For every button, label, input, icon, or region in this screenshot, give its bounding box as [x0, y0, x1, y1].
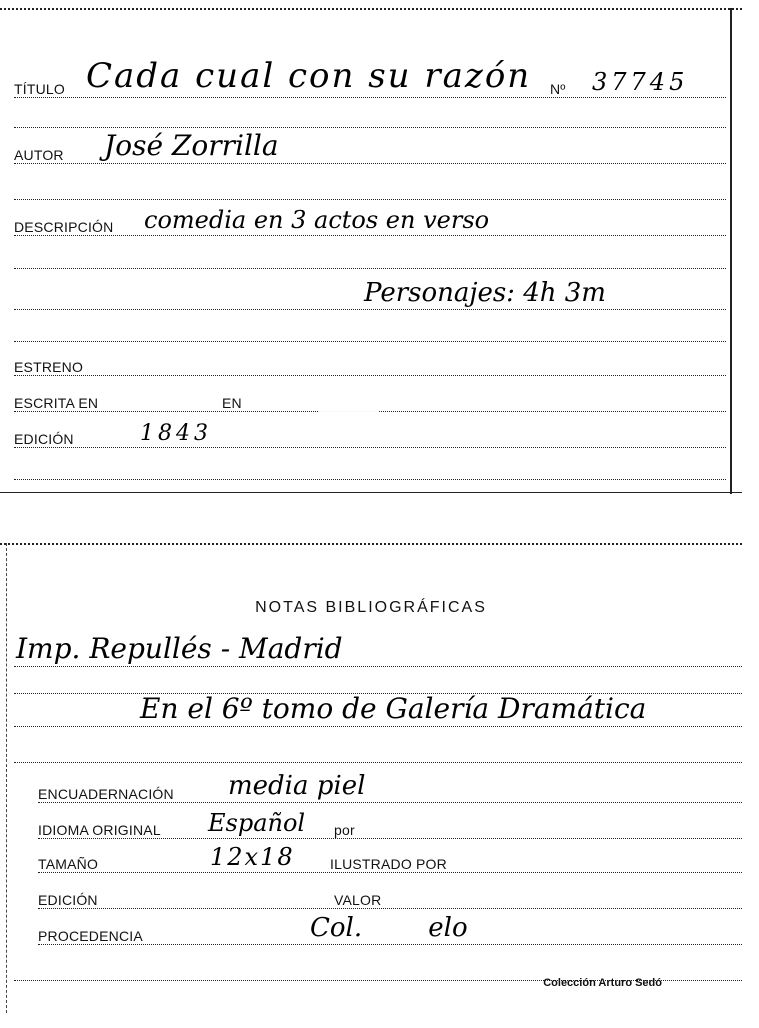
encuadernacion-row — [38, 771, 742, 803]
numero-label: Nº — [550, 81, 566, 97]
note-line-1-text: Imp. Repullés - Madrid — [16, 632, 343, 665]
titulo-row — [14, 56, 726, 98]
personajes-value: Personajes: 4h 3m — [364, 278, 606, 308]
edicion-value: 1843 — [140, 421, 212, 446]
por-label: por — [334, 822, 355, 838]
card-separator — [0, 492, 742, 493]
idioma-value: Español — [208, 809, 306, 837]
descripcion-value: comedia en 3 actos en verso — [144, 206, 490, 234]
edicion-row-back — [38, 881, 742, 909]
personajes-row — [14, 280, 726, 310]
autor-label: AUTOR — [14, 147, 64, 163]
note-line-1 — [14, 632, 742, 667]
edicion-label-back: EDICIÓN — [38, 892, 98, 908]
edicion-label: EDICIÓN — [14, 431, 74, 447]
encuadernacion-value: media piel — [228, 771, 366, 801]
estreno-label: ESTRENO — [14, 359, 84, 375]
procedencia-label: PROCEDENCIA — [38, 928, 143, 944]
note-line-2 — [14, 693, 742, 727]
descripcion-row — [14, 208, 726, 236]
ilustrado-label: ILUSTRADO POR — [330, 856, 447, 872]
titulo-label: TÍTULO — [14, 81, 65, 97]
note-line-2-text: En el 6º tomo de Galería Dramática — [140, 692, 647, 725]
en-label: EN — [222, 395, 242, 411]
encuadernacion-label: ENCUADERNACIÓN — [38, 786, 174, 802]
paper-smudge — [318, 400, 380, 430]
escrita-en-label: ESCRITA EN — [14, 395, 99, 411]
tamano-row — [38, 845, 742, 873]
notas-heading: NOTAS BIBLIOGRÁFICAS — [255, 599, 487, 616]
catalog-card-back — [0, 543, 742, 1013]
autor-row — [14, 129, 726, 164]
estreno-row — [14, 352, 726, 376]
idioma-row — [38, 811, 742, 839]
autor-value: José Zorrilla — [104, 129, 279, 162]
tamano-label: TAMAÑO — [38, 856, 99, 872]
procedencia-value: Col. elo — [310, 913, 468, 943]
card-right-edge — [730, 8, 732, 494]
tamano-value: 12x18 — [210, 843, 295, 871]
valor-label: VALOR — [334, 892, 382, 908]
titulo-value: Cada cual con su razón — [86, 56, 532, 96]
descripcion-label: DESCRIPCIÓN — [14, 219, 114, 235]
procedencia-row — [38, 911, 742, 945]
card-top-edge — [0, 543, 742, 551]
catalog-card-front — [0, 8, 742, 494]
numero-value: 37745 — [592, 68, 689, 96]
collection-footer: Colección Arturo Sedó — [543, 977, 662, 989]
card-top-edge — [0, 8, 742, 16]
idioma-label: IDIOMA ORIGINAL — [38, 822, 161, 838]
